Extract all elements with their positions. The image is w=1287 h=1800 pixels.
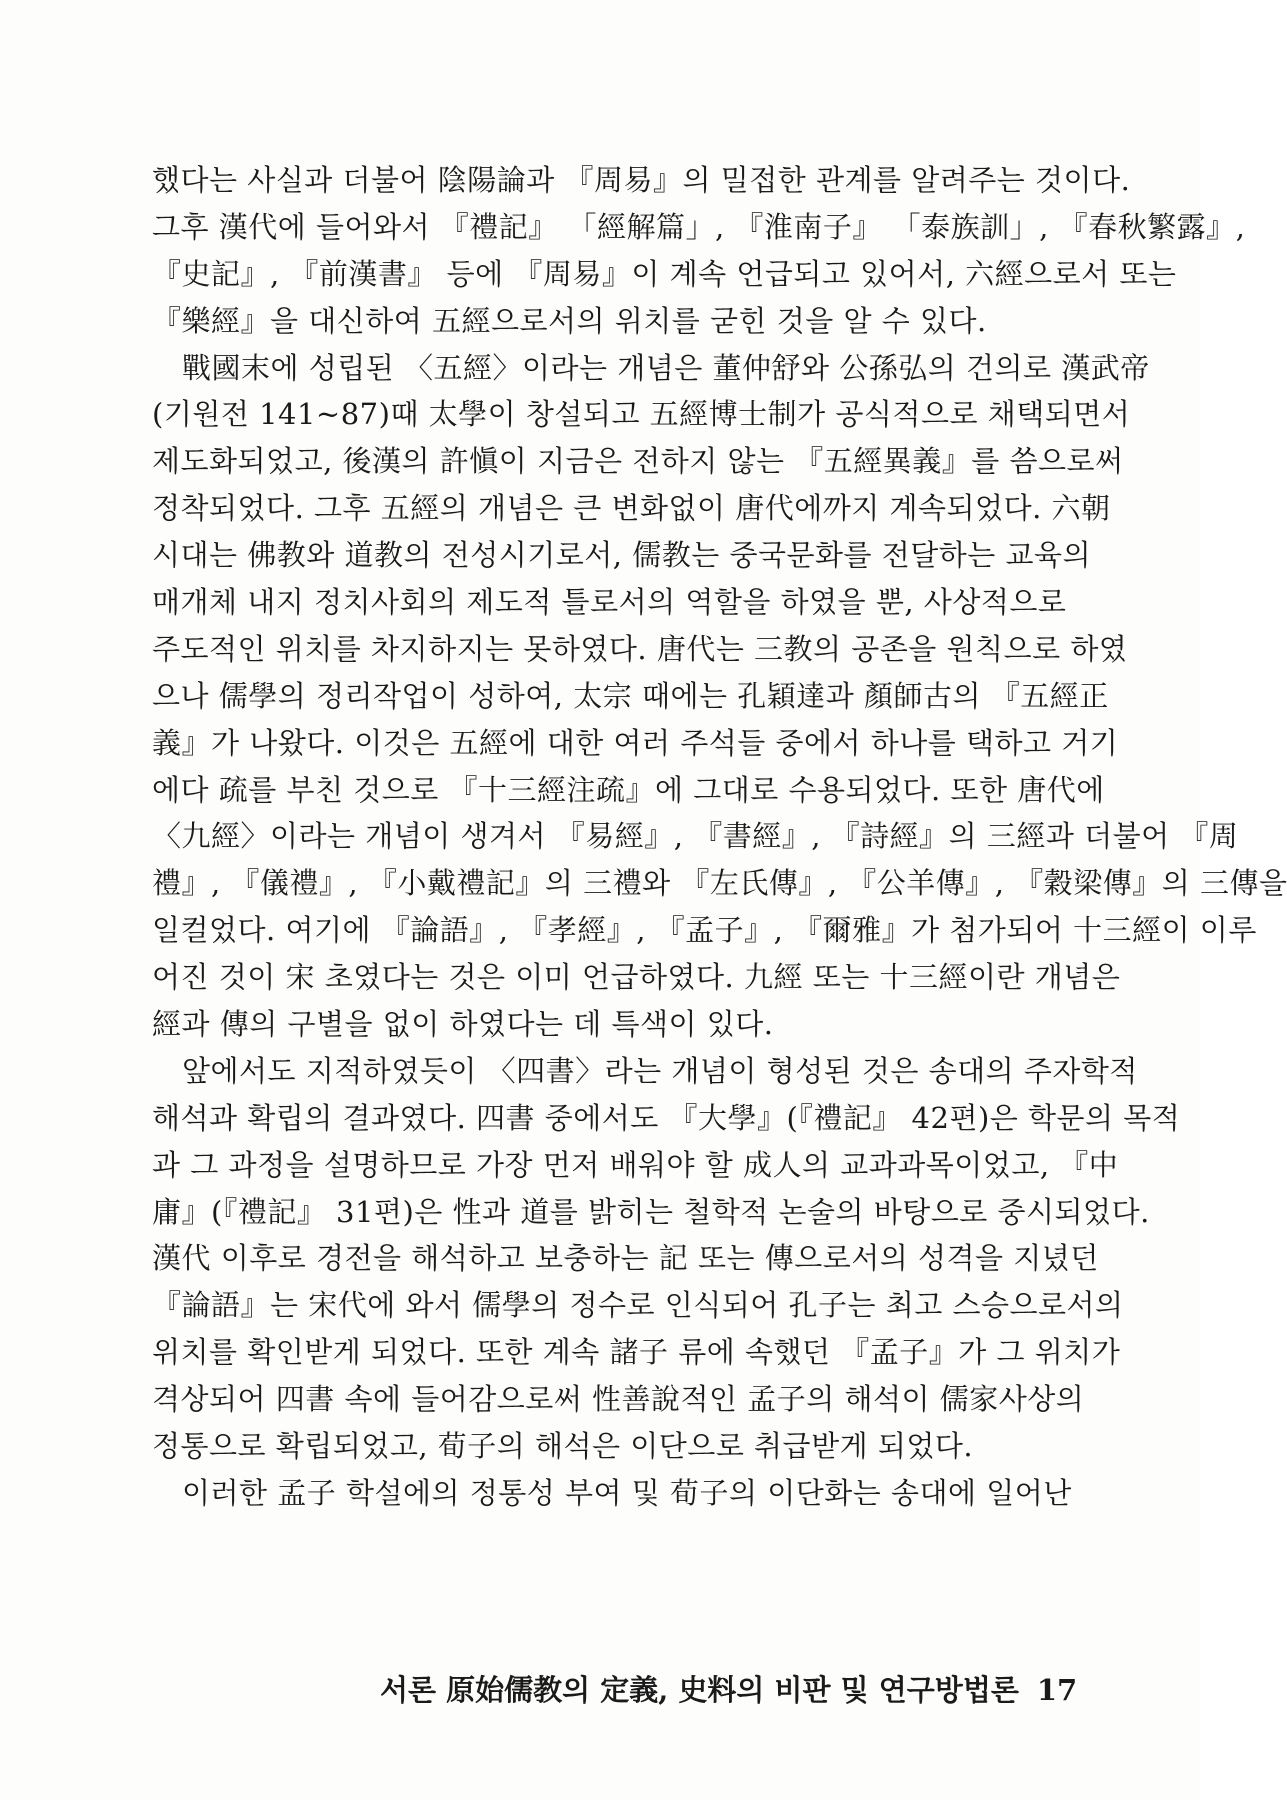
text-line: 정착되었다. 그후 五經의 개념은 큰 변화없이 唐代에까지 계속되었다. 六朝 xyxy=(152,491,1111,526)
running-title: 서론 原始儒教의 定義, 史料의 비판 및 연구방법론 xyxy=(380,1673,1019,1707)
text-line: 정통으로 확립되었고, 荀子의 해석은 이단으로 취급받게 되었다. xyxy=(152,1429,974,1464)
text-line: 經과 傳의 구별을 없이 하였다는 데 특색이 있다. xyxy=(152,1007,774,1042)
text-line: 했다는 사실과 더불어 陰陽論과 『周易』의 밀접한 관계를 알려주는 것이다. xyxy=(152,163,1131,197)
paragraph xyxy=(152,1470,1072,1517)
text-line: 주도적인 위치를 차지하지는 못하였다. 唐代는 三教의 공존을 원칙으로 하였 xyxy=(152,631,1128,666)
text-line: 격상되어 四書 속에 들어감으로써 性善說적인 孟子의 해석이 儒家사상의 xyxy=(152,1382,1085,1417)
text-line: 『史記』, 『前漢書』 등에 『周易』이 계속 언급되고 있어서, 六經으로서 또는 xyxy=(152,256,1177,291)
text-line: 『樂經』을 대신하여 五經으로서의 위치를 굳힌 것을 알 수 있다. xyxy=(152,303,987,338)
text-line: 위치를 확인받게 되었다. 또한 계속 諸子 류에 속했던 『孟子』가 그 위치가 xyxy=(152,1335,1121,1370)
text-line: 禮』, 『儀禮』, 『小戴禮記』의 三禮와 『左氏傳』, 『公羊傳』, 『穀梁傳』의 三傳을 xyxy=(152,866,1287,901)
text-line: 앞에서도 지적하였듯이 〈四書〉라는 개념이 형성된 것은 송대의 주자학적 xyxy=(182,1053,1138,1088)
text-line: (기원전 141~87)때 太學이 창설되고 五經博士制가 공식적으로 채택되면서 xyxy=(152,397,1131,432)
page-number: 17 xyxy=(1036,1673,1078,1707)
body-text xyxy=(152,157,1287,1517)
text-line: 『論語』는 宋代에 와서 儒學의 정수로 인식되어 孔子는 최고 스승으로서의 xyxy=(152,1288,1124,1323)
text-line: 에다 疏를 부친 것으로 『十三經注疏』에 그대로 수용되었다. 또한 唐代에 xyxy=(152,772,1105,807)
text-line: 漢代 이후로 경전을 해석하고 보충하는 記 또는 傳으로서의 성격을 지녔던 xyxy=(152,1241,1099,1276)
text-line: 〈九經〉이라는 개념이 생겨서 『易經』, 『書經』, 『詩經』의 三經과 더불어 『周 xyxy=(152,819,1239,854)
text-line: 일컬었다. 여기에 『論語』, 『孝經』, 『孟子』, 『爾雅』가 첨가되어 十三經이 이루 xyxy=(152,913,1257,948)
paragraph xyxy=(152,157,1246,345)
text-line: 과 그 과정을 설명하므로 가장 먼저 배워야 할 成人의 교과과목이었고, 『中 xyxy=(152,1147,1119,1182)
text-line: 戰國末에 성립된 〈五經〉이라는 개념은 董仲舒와 公孫弘의 건의로 漢武帝 xyxy=(182,350,1150,385)
text-line: 그후 漢代에 들어와서 『禮記』 「經解篇」, 『淮南子』 「泰族訓」, 『春秋繁露』, xyxy=(152,209,1246,244)
text-line: 해석과 확립의 결과였다. 四書 중에서도 『大學』(『禮記』 42편)은 학문의 목적 xyxy=(152,1100,1181,1135)
page-footer xyxy=(380,1668,1078,1709)
text-line: 이러한 孟子 학설에의 정통성 부여 및 荀子의 이단화는 송대에 일어난 xyxy=(182,1475,1072,1510)
text-line: 어진 것이 宋 초였다는 것은 이미 언급하였다. 九經 또는 十三經이란 개념은 xyxy=(152,960,1121,995)
text-line: 庸』(『禮記』 31편)은 性과 道를 밝히는 철학적 논술의 바탕으로 중시되었다. xyxy=(152,1194,1150,1229)
text-line: 으나 儒學의 정리작업이 성하여, 太宗 때에는 孔穎達과 顏師古의 『五經正 xyxy=(152,678,1109,713)
paragraph xyxy=(152,345,1287,1048)
text-line: 제도화되었고, 後漢의 許愼이 지금은 전하지 않는 『五經異義』를 씀으로써 xyxy=(152,444,1124,479)
text-line: 시대는 佛教와 道教의 전성시기로서, 儒教는 중국문화를 전달하는 교육의 xyxy=(152,538,1092,573)
paragraph xyxy=(152,1048,1181,1470)
text-line: 매개체 내지 정치사회의 제도적 틀로서의 역할을 하였을 뿐, 사상적으로 xyxy=(152,585,1067,620)
text-line: 義』가 나왔다. 이것은 五經에 대한 여러 주석들 중에서 하나를 택하고 거기 xyxy=(152,725,1119,760)
